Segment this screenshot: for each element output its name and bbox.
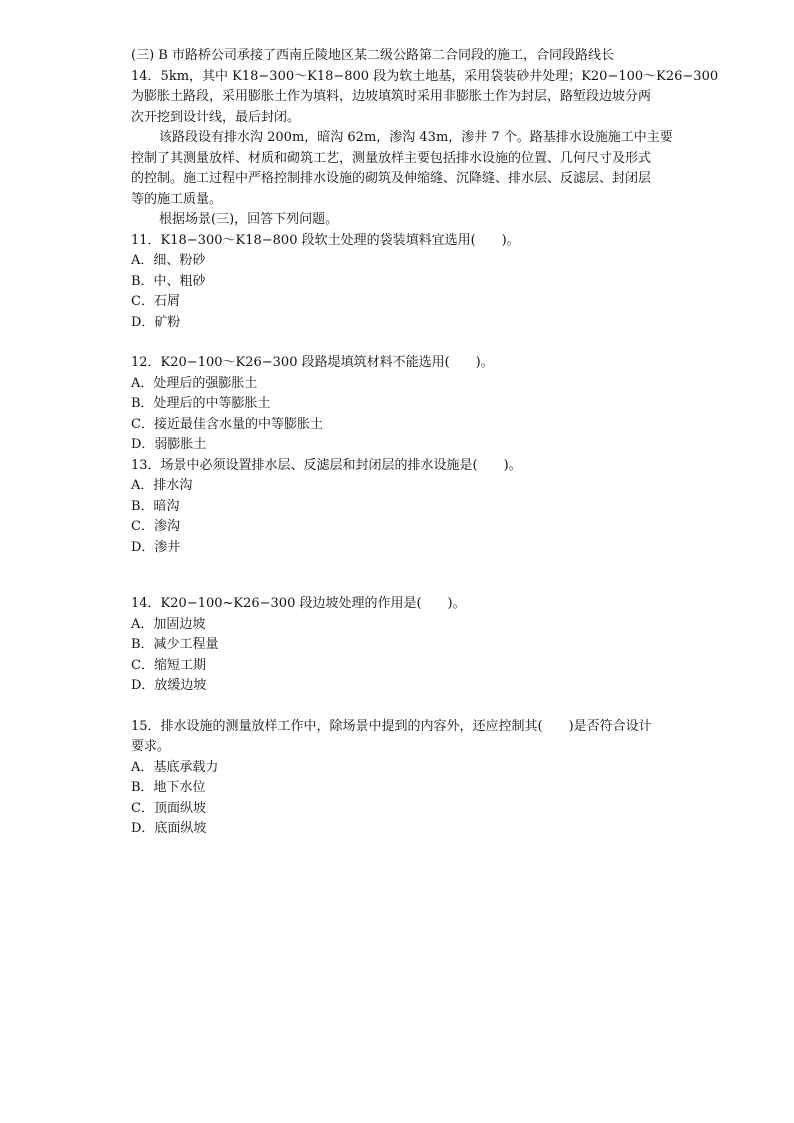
option-c: C．缩短工期: [131, 657, 206, 673]
option-b: B．处理后的中等膨胀土: [131, 396, 271, 411]
question-stem-line: 15．排水设施的测量放样工作中，除场景中提到的内容外，还应控制其( )是否符合设计: [131, 718, 652, 734]
spacer: [131, 558, 691, 594]
option-d: D．弱膨胀土: [131, 437, 207, 452]
scenario-paragraph-2: [131, 128, 691, 210]
question-14: [131, 594, 691, 697]
option-b: B．减少工程量: [131, 637, 219, 652]
option-a: A．细、粉砂: [131, 253, 206, 268]
option-d: D．放缓边坡: [131, 678, 207, 693]
option-b: B．暗沟: [131, 498, 180, 514]
scenario-line: (三) B 市路桥公司承接了西南丘陵地区某二级公路第二合同段的施工，合同段路线长: [131, 48, 614, 63]
question-stem: 14．K20−100~K26−300 段边坡处理的作用是( )。: [131, 596, 466, 611]
spacer: [131, 697, 691, 717]
document-content: [131, 46, 719, 840]
option-a: A．排水沟: [131, 478, 193, 493]
option-a: A．基底承载力: [131, 759, 219, 775]
option-a: A．加固边坡: [131, 616, 206, 632]
scenario-line: 等的施工质量。: [131, 191, 223, 207]
option-c: C．接近最佳含水量的中等膨胀土: [131, 416, 323, 432]
scenario-line: 的控制。施工过程中严格控制排水设施的砌筑及伸缩缝、沉降缝、排水层、反滤层、封闭层: [131, 171, 652, 186]
instruction-text: 根据场景(三)，回答下列问题。: [159, 212, 339, 227]
option-b: B．中、粗砂: [131, 273, 206, 289]
scenario-line: 14．5km，其中 K18−300～K18−800 段为软土地基，采用袋装砂井处理；K20−100～K26−300: [131, 68, 719, 84]
scenario-line: 为膨胀土路段，采用膨胀土作为填料，边坡填筑时采用非膨胀土作为封层，路堑段边坡分两: [131, 89, 652, 104]
question-12: [131, 353, 691, 456]
option-a: A．处理后的强膨胀土: [131, 375, 258, 391]
question-stem-line: 要求。: [131, 739, 171, 754]
scenario-line: 该路段设有排水沟 200m，暗沟 62m，渗沟 43m，渗井 7 个。路基排水设施施工中主要: [159, 130, 673, 145]
option-b: B．地下水位: [131, 780, 206, 795]
option-d: D．矿粉: [131, 314, 181, 330]
scenario-line: 次开挖到设计线，最后封闭。: [131, 109, 301, 125]
option-d: D．底面纵坡: [131, 821, 207, 836]
scenario-line: 控制了其测量放样、材质和砌筑工艺，测量放样主要包括排水设施的位置、几何尺寸及形式: [131, 150, 652, 166]
scenario-paragraph-1: [131, 46, 719, 128]
option-c: C．石屑: [131, 294, 180, 309]
option-c: C．渗沟: [131, 519, 180, 534]
question-15: [131, 717, 691, 840]
option-d: D．渗井: [131, 539, 181, 555]
question-stem: 13．场景中必须设置排水层、反滤层和封闭层的排水设施是( )。: [131, 457, 522, 473]
instruction-paragraph: [131, 210, 691, 231]
option-c: C．顶面纵坡: [131, 800, 206, 816]
question-stem: 11．K18−300～K18−800 段软土处理的袋装填料宜选用( )。: [131, 232, 520, 248]
question-11: [131, 231, 691, 334]
question-13: [131, 456, 691, 559]
question-stem: 12．K20−100～K26−300 段路堤填筑材料不能选用( )。: [131, 355, 494, 370]
spacer: [131, 333, 691, 353]
